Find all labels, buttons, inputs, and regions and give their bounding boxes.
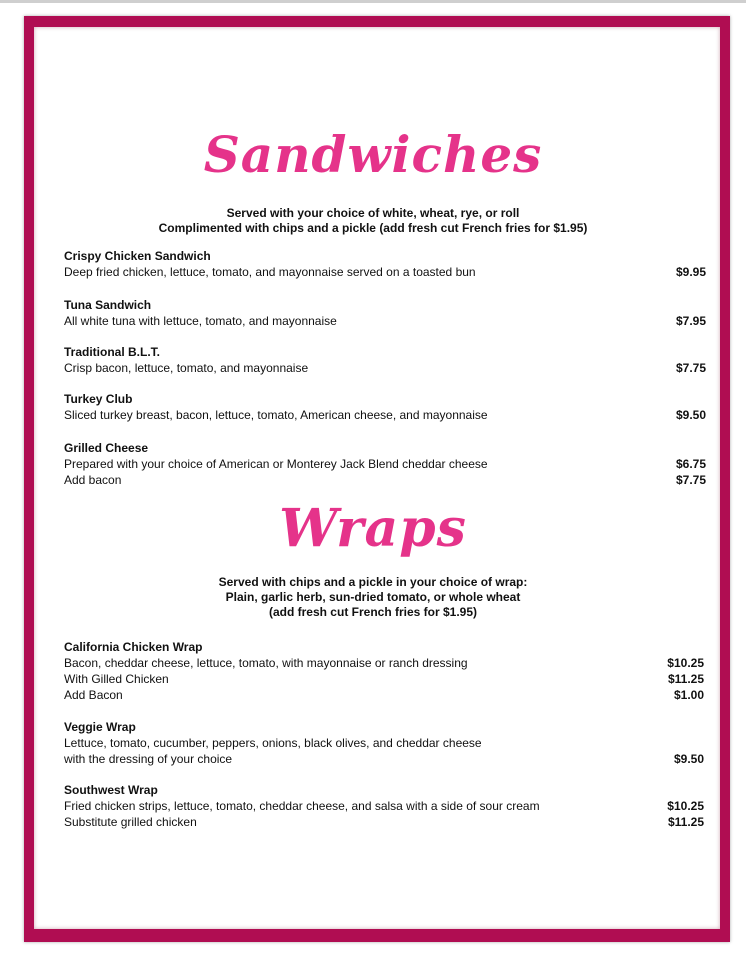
sandwiches-heading: Sandwiches bbox=[203, 125, 543, 184]
sandwiches-intro bbox=[0, 206, 746, 236]
item-price: $10.25 bbox=[667, 656, 704, 670]
item-description: Crisp bacon, lettuce, tomato, and mayonnaise bbox=[64, 361, 309, 375]
item-line bbox=[64, 814, 706, 830]
item-name: Crispy Chicken Sandwich bbox=[64, 249, 211, 263]
item-line bbox=[64, 687, 706, 703]
menu-item-tuna-sandwich bbox=[64, 297, 706, 329]
menu-item-california-chicken-wrap bbox=[64, 639, 706, 703]
item-description: All white tuna with lettuce, tomato, and mayonnaise bbox=[64, 314, 337, 328]
item-price: $9.50 bbox=[675, 408, 706, 422]
item-price: $1.00 bbox=[673, 688, 704, 702]
menu-item-crispy-chicken-sandwich bbox=[64, 248, 706, 280]
menu-item-veggie-wrap bbox=[64, 719, 706, 767]
item-name: Southwest Wrap bbox=[64, 783, 158, 797]
item-line bbox=[64, 671, 706, 687]
item-line bbox=[64, 264, 706, 280]
item-line bbox=[64, 751, 706, 767]
sandwiches-intro-line: Complimented with chips and a pickle (add fresh cut French fries for $1.95) bbox=[158, 221, 588, 235]
item-price: $9.95 bbox=[675, 265, 706, 279]
item-price: $9.50 bbox=[673, 752, 704, 766]
item-description: Substitute grilled chicken bbox=[64, 815, 197, 829]
item-price: $7.75 bbox=[675, 473, 706, 487]
item-name: Turkey Club bbox=[64, 392, 133, 406]
item-description: Fried chicken strips, lettuce, tomato, cheddar cheese, and salsa with a side of sour cream bbox=[64, 799, 540, 813]
item-description: Prepared with your choice of American or Monterey Jack Blend cheddar cheese bbox=[64, 457, 488, 471]
item-price: $10.25 bbox=[667, 799, 704, 813]
item-description: Lettuce, tomato, cucumber, peppers, onions, black olives, and cheddar cheese bbox=[64, 736, 482, 750]
item-price: $7.95 bbox=[675, 314, 706, 328]
wraps-intro-line: Served with chips and a pickle in your choice of wrap: bbox=[218, 575, 528, 589]
item-line bbox=[64, 735, 706, 751]
item-line bbox=[64, 456, 706, 472]
top-edge-rule bbox=[0, 0, 746, 3]
item-price: $11.25 bbox=[667, 672, 704, 686]
wraps-intro-line: (add fresh cut French fries for $1.95) bbox=[268, 605, 478, 619]
item-line bbox=[64, 360, 706, 376]
item-price: $11.25 bbox=[667, 815, 704, 829]
item-line bbox=[64, 655, 706, 671]
item-description: Bacon, cheddar cheese, lettuce, tomato, with mayonnaise or ranch dressing bbox=[64, 656, 468, 670]
item-line bbox=[64, 472, 706, 488]
wraps-intro bbox=[0, 575, 746, 620]
item-name: Tuna Sandwich bbox=[64, 298, 152, 312]
item-line bbox=[64, 313, 706, 329]
menu-item-grilled-cheese bbox=[64, 440, 706, 488]
item-price: $7.75 bbox=[675, 361, 706, 375]
item-name: Traditional B.L.T. bbox=[64, 345, 161, 359]
menu-item-traditional-blt bbox=[64, 344, 706, 376]
item-name: Veggie Wrap bbox=[64, 720, 136, 734]
item-description: with the dressing of your choice bbox=[64, 752, 233, 766]
item-description: Sliced turkey breast, bacon, lettuce, tomato, American cheese, and mayonnaise bbox=[64, 408, 488, 422]
item-description: Deep fried chicken, lettuce, tomato, and mayonnaise served on a toasted bun bbox=[64, 265, 476, 279]
wraps-heading: Wraps bbox=[279, 498, 467, 559]
item-line bbox=[64, 798, 706, 814]
menu-item-turkey-club bbox=[64, 391, 706, 423]
wraps-intro-line: Plain, garlic herb, sun-dried tomato, or whole wheat bbox=[225, 590, 521, 604]
item-line bbox=[64, 407, 706, 423]
menu-item-southwest-wrap bbox=[64, 782, 706, 830]
item-description: Add bacon bbox=[64, 473, 122, 487]
item-name: Grilled Cheese bbox=[64, 441, 149, 455]
item-name: California Chicken Wrap bbox=[64, 640, 203, 654]
item-description: With Gilled Chicken bbox=[64, 672, 169, 686]
item-description: Add Bacon bbox=[64, 688, 123, 702]
sandwiches-intro-line: Served with your choice of white, wheat, rye, or roll bbox=[226, 206, 520, 220]
item-price: $6.75 bbox=[675, 457, 706, 471]
